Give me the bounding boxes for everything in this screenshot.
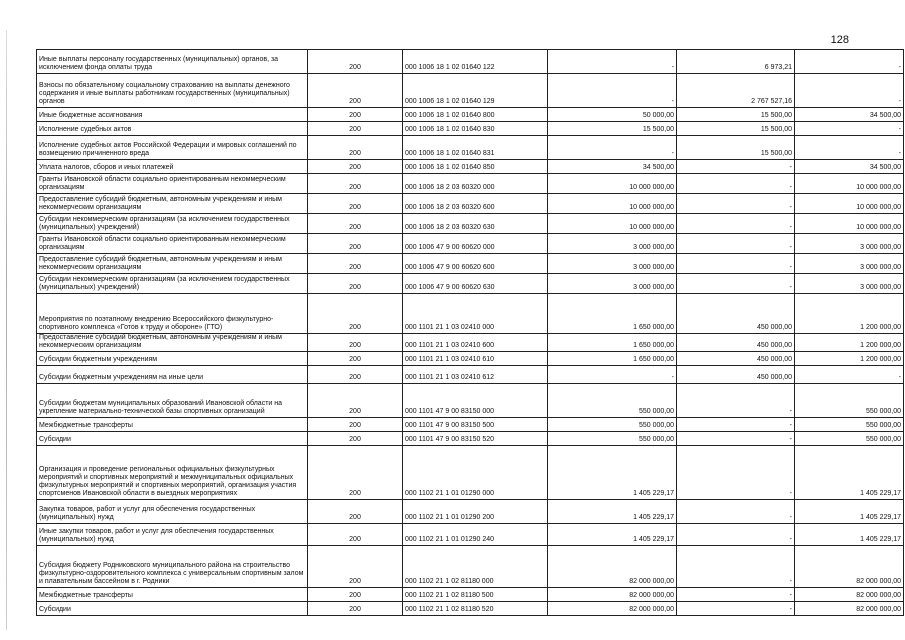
row-name-cell: Межбюджетные трансферты xyxy=(37,418,308,432)
row-remaining-amount-cell: 3 000 000,00 xyxy=(795,234,904,254)
row-name-cell: Субсидии бюджетам муниципальных образований Ивановской области на укрепление материально-технической базы спортивных организаций xyxy=(37,384,308,418)
row-remaining-amount-cell: 1 405 229,17 xyxy=(795,446,904,500)
row-name-cell: Иные бюджетные ассигнования xyxy=(37,108,308,122)
row-kbk-cell: 000 1006 18 1 02 01640 850 xyxy=(403,160,548,174)
row-remaining-amount-cell: - xyxy=(795,74,904,108)
row-kbk-cell: 000 1101 21 1 03 02410 610 xyxy=(403,352,548,366)
row-approved-amount-cell: 82 000 000,00 xyxy=(548,546,677,588)
table-row xyxy=(37,588,904,602)
row-code-cell: 200 xyxy=(308,588,403,602)
table-row xyxy=(37,160,904,174)
row-code-cell: 200 xyxy=(308,194,403,214)
row-code-cell: 200 xyxy=(308,50,403,74)
row-approved-amount-cell: 550 000,00 xyxy=(548,418,677,432)
row-code-cell: 200 xyxy=(308,122,403,136)
row-name-cell: Межбюджетные трансферты xyxy=(37,588,308,602)
row-remaining-amount-cell: 82 000 000,00 xyxy=(795,588,904,602)
row-code-cell: 200 xyxy=(308,384,403,418)
row-code-cell: 200 xyxy=(308,274,403,294)
row-kbk-cell: 000 1006 18 1 02 01640 122 xyxy=(403,50,548,74)
row-code-cell: 200 xyxy=(308,74,403,108)
row-name-cell: Мероприятия по поэтапному внедрению Всероссийского физкультурно-спортивного комплекса «Готов к труду и обороне» (ГТО) xyxy=(37,294,308,334)
row-approved-amount-cell: 15 500,00 xyxy=(548,122,677,136)
row-approved-amount-cell: - xyxy=(548,136,677,160)
row-code-cell: 200 xyxy=(308,174,403,194)
row-kbk-cell: 000 1102 21 1 02 81180 000 xyxy=(403,546,548,588)
row-remaining-amount-cell: 10 000 000,00 xyxy=(795,194,904,214)
row-approved-amount-cell: 3 000 000,00 xyxy=(548,254,677,274)
row-remaining-amount-cell: 3 000 000,00 xyxy=(795,254,904,274)
table-row xyxy=(37,334,904,352)
row-remaining-amount-cell: 3 000 000,00 xyxy=(795,274,904,294)
table-row xyxy=(37,122,904,136)
row-executed-amount-cell: - xyxy=(677,588,795,602)
row-executed-amount-cell: - xyxy=(677,214,795,234)
row-code-cell: 200 xyxy=(308,294,403,334)
table-row xyxy=(37,432,904,446)
row-executed-amount-cell: 450 000,00 xyxy=(677,352,795,366)
row-kbk-cell: 000 1101 21 1 03 02410 612 xyxy=(403,366,548,384)
row-kbk-cell: 000 1006 47 9 00 60620 000 xyxy=(403,234,548,254)
row-executed-amount-cell: - xyxy=(677,602,795,616)
row-approved-amount-cell: 1 650 000,00 xyxy=(548,334,677,352)
row-kbk-cell: 000 1102 21 1 01 01290 000 xyxy=(403,446,548,500)
row-executed-amount-cell: - xyxy=(677,446,795,500)
row-name-cell: Гранты Ивановской области социально ориентированным некоммерческим организациям xyxy=(37,174,308,194)
table-row xyxy=(37,174,904,194)
row-executed-amount-cell: - xyxy=(677,500,795,524)
row-remaining-amount-cell: 82 000 000,00 xyxy=(795,602,904,616)
row-code-cell: 200 xyxy=(308,254,403,274)
row-executed-amount-cell: - xyxy=(677,524,795,546)
table-row xyxy=(37,214,904,234)
row-kbk-cell: 000 1006 18 1 02 01640 830 xyxy=(403,122,548,136)
row-name-cell: Субсидия бюджету Родниковского муниципального района на строительство физкультурно-оздоровительного комплекса с универсальным спортивным залом и плавательным бассейном в г. Родники xyxy=(37,546,308,588)
row-kbk-cell: 000 1006 18 2 03 60320 600 xyxy=(403,194,548,214)
row-code-cell: 200 xyxy=(308,234,403,254)
row-executed-amount-cell: 2 767 527,16 xyxy=(677,74,795,108)
row-remaining-amount-cell: 34 500,00 xyxy=(795,160,904,174)
row-kbk-cell: 000 1101 21 1 03 02410 000 xyxy=(403,294,548,334)
table-row xyxy=(37,50,904,74)
row-approved-amount-cell: 10 000 000,00 xyxy=(548,214,677,234)
row-name-cell: Исполнение судебных актов xyxy=(37,122,308,136)
row-name-cell: Предоставление субсидий бюджетным, автономным учреждениям и иным некоммерческим организациям xyxy=(37,194,308,214)
row-remaining-amount-cell: 1 405 229,17 xyxy=(795,500,904,524)
table-row xyxy=(37,546,904,588)
row-kbk-cell: 000 1101 47 9 00 83150 520 xyxy=(403,432,548,446)
row-executed-amount-cell: - xyxy=(677,274,795,294)
row-name-cell: Субсидии некоммерческим организациям (за исключением государственных (муниципальных) учреждений) xyxy=(37,214,308,234)
row-name-cell: Закупка товаров, работ и услуг для обеспечения государственных (муниципальных) нужд xyxy=(37,500,308,524)
row-name-cell: Уплата налогов, сборов и иных платежей xyxy=(37,160,308,174)
row-code-cell: 200 xyxy=(308,500,403,524)
row-name-cell: Иные закупки товаров, работ и услуг для обеспечения государственных (муниципальных) нужд xyxy=(37,524,308,546)
page-number: 128 xyxy=(830,34,849,46)
row-code-cell: 200 xyxy=(308,432,403,446)
row-approved-amount-cell: 34 500,00 xyxy=(548,160,677,174)
row-kbk-cell: 000 1102 21 1 01 01290 200 xyxy=(403,500,548,524)
row-code-cell: 200 xyxy=(308,418,403,432)
row-approved-amount-cell: 3 000 000,00 xyxy=(548,234,677,254)
row-name-cell: Субсидии xyxy=(37,602,308,616)
row-remaining-amount-cell: 550 000,00 xyxy=(795,418,904,432)
table-row xyxy=(37,602,904,616)
row-remaining-amount-cell: 550 000,00 xyxy=(795,432,904,446)
row-approved-amount-cell: 10 000 000,00 xyxy=(548,174,677,194)
row-executed-amount-cell: 15 500,00 xyxy=(677,108,795,122)
row-kbk-cell: 000 1102 21 1 02 81180 520 xyxy=(403,602,548,616)
row-code-cell: 200 xyxy=(308,524,403,546)
row-executed-amount-cell: - xyxy=(677,174,795,194)
row-approved-amount-cell: 1 650 000,00 xyxy=(548,352,677,366)
row-name-cell: Субсидии бюджетным учреждениям xyxy=(37,352,308,366)
row-code-cell: 200 xyxy=(308,160,403,174)
row-code-cell: 200 xyxy=(308,108,403,122)
scan-edge-line xyxy=(6,30,7,630)
row-remaining-amount-cell: 550 000,00 xyxy=(795,384,904,418)
row-approved-amount-cell: 1 650 000,00 xyxy=(548,294,677,334)
row-code-cell: 200 xyxy=(308,352,403,366)
row-name-cell: Организация и проведение региональных официальных физкультурных мероприятий и спортивных мероприятий и межмуниципальных официальных физкультурных мероприятий и спортивных мероприятий, организация участия спортсменов Ивановской области в выездных мероприятиях xyxy=(37,446,308,500)
row-kbk-cell: 000 1101 21 1 03 02410 600 xyxy=(403,334,548,352)
row-executed-amount-cell: 15 500,00 xyxy=(677,136,795,160)
row-name-cell: Субсидии xyxy=(37,432,308,446)
row-executed-amount-cell: - xyxy=(677,546,795,588)
row-kbk-cell: 000 1006 18 2 03 60320 630 xyxy=(403,214,548,234)
row-approved-amount-cell: - xyxy=(548,366,677,384)
row-code-cell: 200 xyxy=(308,214,403,234)
row-executed-amount-cell: - xyxy=(677,194,795,214)
row-kbk-cell: 000 1101 47 9 00 83150 000 xyxy=(403,384,548,418)
row-kbk-cell: 000 1102 21 1 01 01290 240 xyxy=(403,524,548,546)
table-row xyxy=(37,352,904,366)
table-row xyxy=(37,108,904,122)
table-row xyxy=(37,274,904,294)
row-executed-amount-cell: 450 000,00 xyxy=(677,334,795,352)
row-executed-amount-cell: - xyxy=(677,160,795,174)
row-name-cell: Предоставление субсидий бюджетным, автономным учреждениям и иным некоммерческим организациям xyxy=(37,254,308,274)
row-approved-amount-cell: 50 000,00 xyxy=(548,108,677,122)
row-executed-amount-cell: 6 973,21 xyxy=(677,50,795,74)
table-row xyxy=(37,254,904,274)
row-kbk-cell: 000 1006 18 2 03 60320 000 xyxy=(403,174,548,194)
table-row xyxy=(37,384,904,418)
row-remaining-amount-cell: - xyxy=(795,122,904,136)
table-row xyxy=(37,294,904,334)
row-kbk-cell: 000 1102 21 1 02 81180 500 xyxy=(403,588,548,602)
row-executed-amount-cell: - xyxy=(677,432,795,446)
table-row xyxy=(37,194,904,214)
row-kbk-cell: 000 1006 18 1 02 01640 129 xyxy=(403,74,548,108)
row-approved-amount-cell: 1 405 229,17 xyxy=(548,446,677,500)
row-kbk-cell: 000 1006 47 9 00 60620 630 xyxy=(403,274,548,294)
row-code-cell: 200 xyxy=(308,446,403,500)
row-remaining-amount-cell: 1 405 229,17 xyxy=(795,524,904,546)
row-approved-amount-cell: 1 405 229,17 xyxy=(548,524,677,546)
row-name-cell: Иные выплаты персоналу государственных (муниципальных) органов, за исключением фонда оплаты труда xyxy=(37,50,308,74)
row-executed-amount-cell: - xyxy=(677,234,795,254)
row-name-cell: Исполнение судебных актов Российской Федерации и мировых соглашений по возмещению причиненного вреда xyxy=(37,136,308,160)
row-kbk-cell: 000 1006 18 1 02 01640 831 xyxy=(403,136,548,160)
row-code-cell: 200 xyxy=(308,136,403,160)
row-executed-amount-cell: - xyxy=(677,384,795,418)
row-kbk-cell: 000 1101 47 9 00 83150 500 xyxy=(403,418,548,432)
table-row xyxy=(37,234,904,254)
row-approved-amount-cell: 82 000 000,00 xyxy=(548,588,677,602)
row-approved-amount-cell: 82 000 000,00 xyxy=(548,602,677,616)
row-kbk-cell: 000 1006 18 1 02 01640 800 xyxy=(403,108,548,122)
table-row xyxy=(37,500,904,524)
table-row xyxy=(37,446,904,500)
row-executed-amount-cell: 450 000,00 xyxy=(677,294,795,334)
table-row xyxy=(37,524,904,546)
row-approved-amount-cell: - xyxy=(548,50,677,74)
row-name-cell: Предоставление субсидий бюджетным, автономным учреждениям и иным некоммерческим организациям xyxy=(37,334,308,352)
row-approved-amount-cell: - xyxy=(548,74,677,108)
row-remaining-amount-cell: - xyxy=(795,366,904,384)
row-approved-amount-cell: 1 405 229,17 xyxy=(548,500,677,524)
row-remaining-amount-cell: 34 500,00 xyxy=(795,108,904,122)
table-row xyxy=(37,366,904,384)
table-row xyxy=(37,418,904,432)
row-approved-amount-cell: 550 000,00 xyxy=(548,432,677,446)
row-name-cell: Гранты Ивановской области социально ориентированным некоммерческим организациям xyxy=(37,234,308,254)
row-remaining-amount-cell: - xyxy=(795,136,904,160)
row-remaining-amount-cell: 1 200 000,00 xyxy=(795,352,904,366)
row-name-cell: Взносы по обязательному социальному страхованию на выплаты денежного содержания и иные выплаты работникам государственных (муниципальных) органов xyxy=(37,74,308,108)
row-remaining-amount-cell: 10 000 000,00 xyxy=(795,214,904,234)
row-remaining-amount-cell: - xyxy=(795,50,904,74)
table-row xyxy=(37,74,904,108)
table-row xyxy=(37,136,904,160)
row-executed-amount-cell: 450 000,00 xyxy=(677,366,795,384)
row-code-cell: 200 xyxy=(308,602,403,616)
row-executed-amount-cell: 15 500,00 xyxy=(677,122,795,136)
row-name-cell: Субсидии некоммерческим организациям (за исключением государственных (муниципальных) учреждений) xyxy=(37,274,308,294)
row-code-cell: 200 xyxy=(308,366,403,384)
row-name-cell: Субсидии бюджетным учреждениям на иные цели xyxy=(37,366,308,384)
row-approved-amount-cell: 10 000 000,00 xyxy=(548,194,677,214)
row-executed-amount-cell: - xyxy=(677,254,795,274)
row-remaining-amount-cell: 1 200 000,00 xyxy=(795,334,904,352)
row-remaining-amount-cell: 82 000 000,00 xyxy=(795,546,904,588)
row-remaining-amount-cell: 1 200 000,00 xyxy=(795,294,904,334)
row-code-cell: 200 xyxy=(308,334,403,352)
row-approved-amount-cell: 3 000 000,00 xyxy=(548,274,677,294)
budget-table xyxy=(36,49,904,616)
row-approved-amount-cell: 550 000,00 xyxy=(548,384,677,418)
row-kbk-cell: 000 1006 47 9 00 60620 600 xyxy=(403,254,548,274)
row-remaining-amount-cell: 10 000 000,00 xyxy=(795,174,904,194)
row-code-cell: 200 xyxy=(308,546,403,588)
row-executed-amount-cell: - xyxy=(677,418,795,432)
